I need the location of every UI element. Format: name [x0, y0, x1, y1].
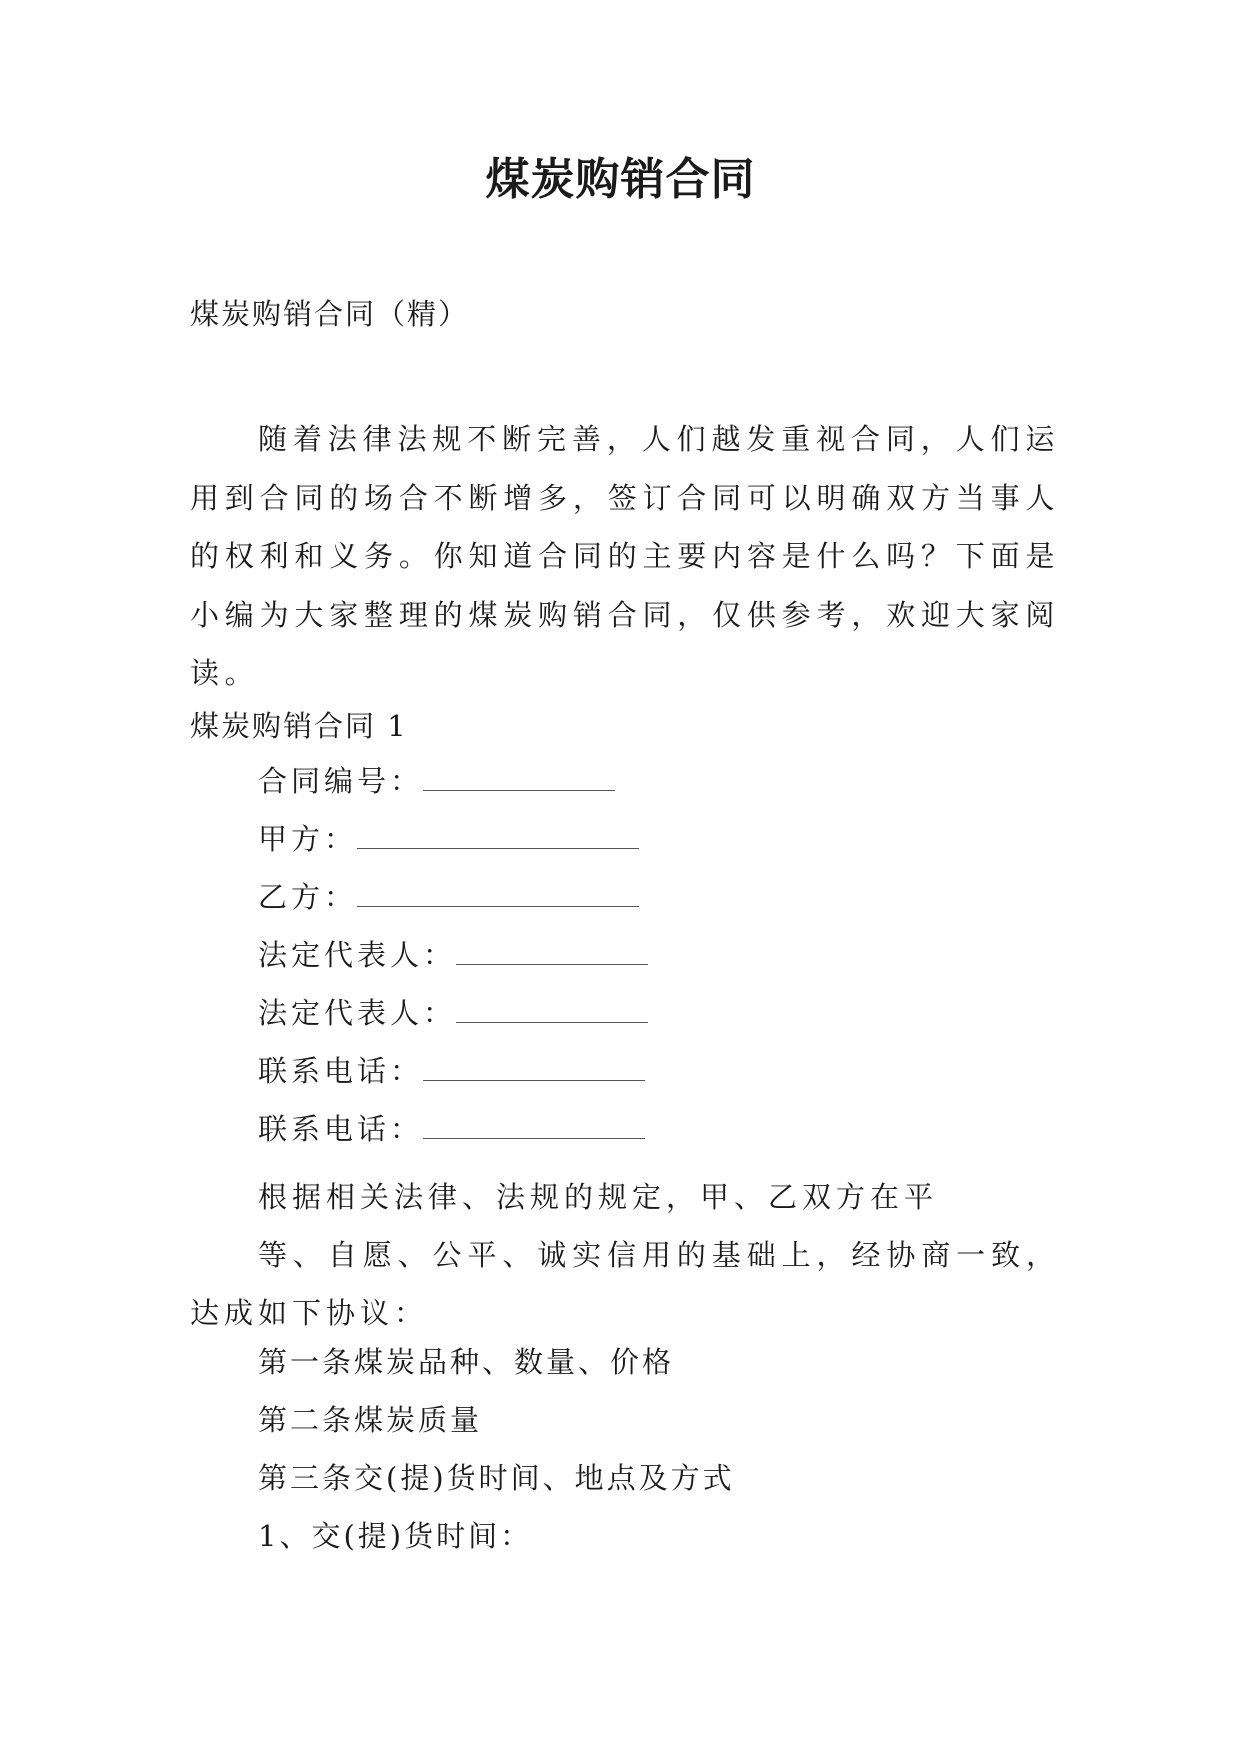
document-title: 煤炭购销合同: [485, 154, 756, 205]
fill-in-blank: [456, 934, 648, 965]
field-label: 甲方：: [258, 822, 358, 856]
contract-fields: [258, 760, 648, 1166]
intro-paragraph: 随着法律法规不断完善，人们越发重视合同，人们运用到合同的场合不断增多，签订合同可以明确双方当事人的权利和义务。你知道合同的主要内容是什么吗？下面是小编为大家整理的煤炭购销合同，仅供参考，欢迎大家阅读。: [190, 422, 1060, 690]
field-label: 乙方：: [258, 880, 358, 914]
clause-item: 第一条煤炭品种、数量、价格: [258, 1345, 675, 1379]
field-label: 合同编号：: [258, 764, 424, 798]
field-legal-rep-a: [258, 934, 648, 992]
fill-in-blank: [357, 876, 639, 907]
field-party-a: [258, 818, 648, 876]
field-legal-rep-b: [258, 992, 648, 1050]
clause-item: 第二条煤炭质量: [258, 1403, 483, 1437]
agreement-paragraph-2: 等、自愿、公平、诚实信用的基础上，经协商一致，达成如下协议：: [190, 1238, 1060, 1330]
fill-in-blank: [456, 992, 648, 1023]
clause-list: [258, 1342, 735, 1574]
field-phone-b: [258, 1108, 648, 1166]
fill-in-blank: [423, 1050, 645, 1081]
section-heading: 煤炭购销合同 1: [190, 709, 408, 743]
field-label: 联系电话：: [258, 1054, 424, 1088]
clause-item: 第三条交(提)货时间、地点及方式: [258, 1461, 735, 1495]
fill-in-blank: [357, 818, 639, 849]
field-party-b: [258, 876, 648, 934]
field-contract-number: [258, 760, 648, 818]
clause-item: 1、交(提)货时间：: [258, 1519, 533, 1553]
fill-in-blank: [423, 760, 615, 791]
document-subtitle: 煤炭购销合同（精）: [190, 297, 470, 331]
field-label: 法定代表人：: [258, 938, 457, 972]
field-phone-a: [258, 1050, 648, 1108]
field-label: 法定代表人：: [258, 996, 457, 1030]
fill-in-blank: [423, 1108, 645, 1139]
agreement-paragraph-1: 根据相关法律、法规的规定，甲、乙双方在平: [258, 1180, 939, 1214]
field-label: 联系电话：: [258, 1112, 424, 1146]
